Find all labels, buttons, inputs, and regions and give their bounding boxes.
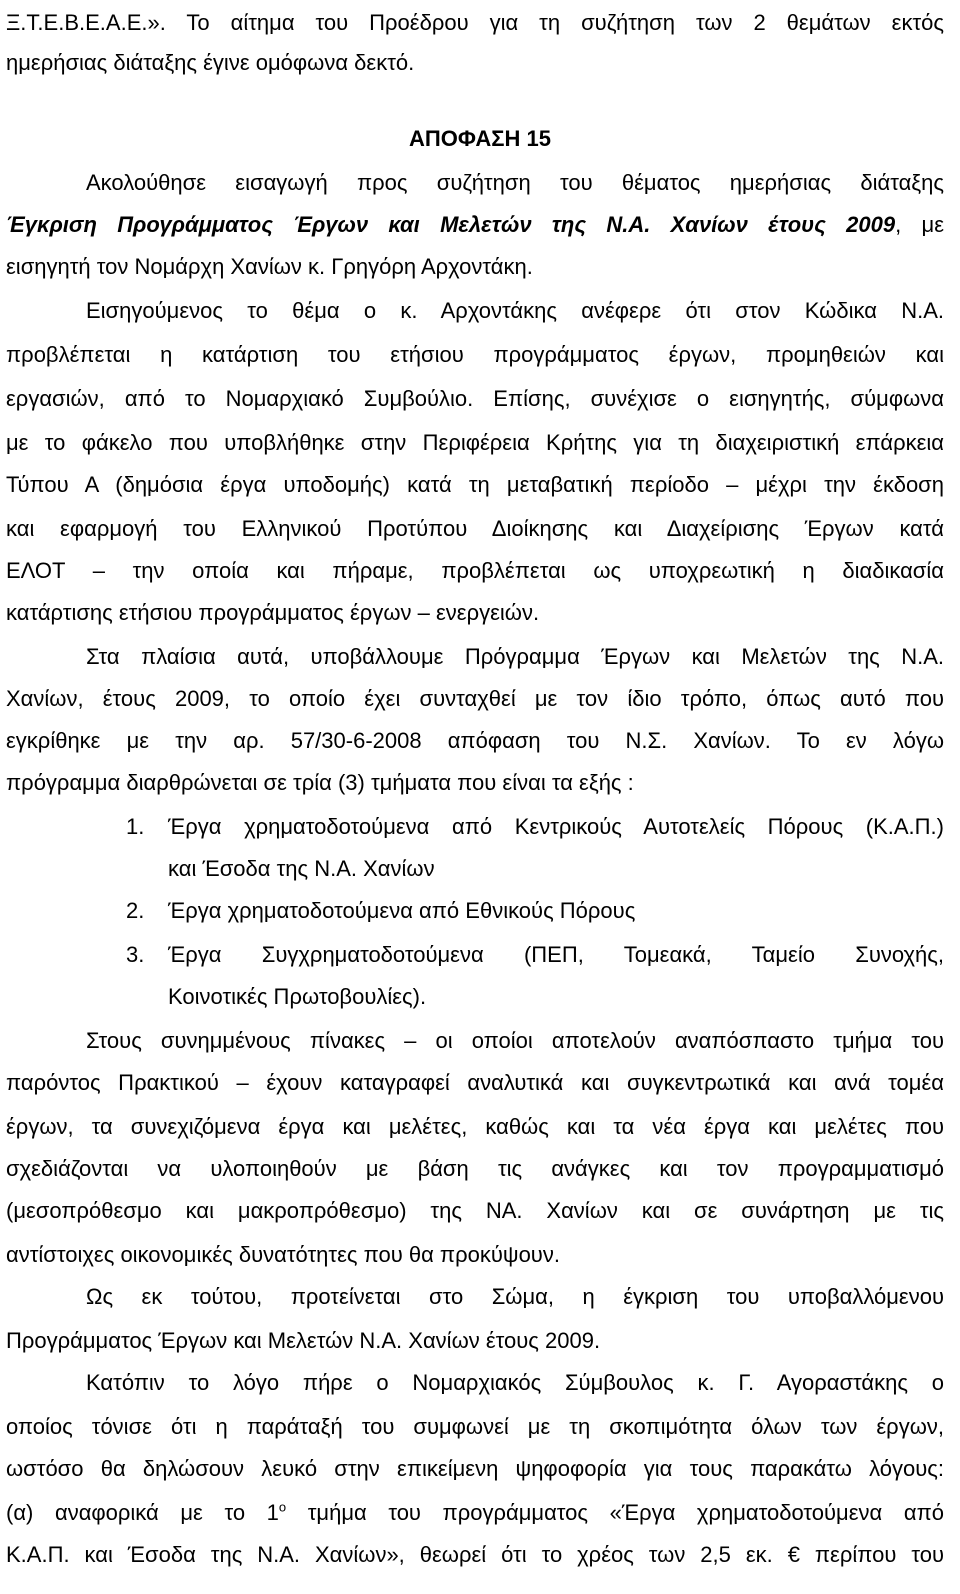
p2-line-4: με το φάκελο που υποβλήθηκε στην Περιφέρεια Κρήτης για τη διαχειριστική επάρκεια [6,430,944,455]
intro-line-1: Ακολούθησε εισαγωγή προς συζήτηση του θέματος ημερήσιας διάταξης [86,170,944,195]
intro-line-2 [6,210,944,240]
intro-line-3: εισηγητή τον Νομάρχη Χανίων κ. Γρηγόρη Αρχοντάκη. [6,254,533,279]
p2-line-5: Τύπου Α (δημόσια έργα υποδομής) κατά τη μεταβατική περίοδο – μέχρι την έκδοση [6,472,944,497]
p5-line-1: Ως εκ τούτου, προτείνεται στο Σώμα, η έγκριση του υποβαλλόμενου [86,1284,944,1309]
p2-line-1: Εισηγούμενος το θέμα ο κ. Αρχοντάκης ανέφερε ότι στον Κώδικα Ν.Α. [86,298,944,323]
p6-line-4-post: τμήμα του προγράμματος «Έργα χρηματοδοτούμενα από [286,1500,944,1525]
p3-line-2: Χανίων, έτους 2009, το οποίο έχει συνταχθεί με τον ίδιο τρόπο, όπως αυτό που [6,686,944,711]
list-item-3-line-2: Κοινοτικές Πρωτοβουλίες). [168,984,427,1009]
p1-line-1: Ξ.Τ.Ε.Β.Ε.Α.Ε.». Το αίτημα του Προέδρου για τη συζήτηση των 2 θεμάτων εκτός [6,10,944,35]
p2-line-6: και εφαρμογή του Ελληνικού Προτύπου Διοίκησης και Διαχείρισης Έργων κατά [6,516,944,541]
p6-line-4 [6,1498,944,1528]
p4-line-5: (μεσοπρόθεσμο και μακροπρόθεσμο) της ΝΑ. Χανίων και σε συνάρτηση με τις [6,1198,944,1223]
p4-line-4: σχεδιάζονται να υλοποιηθούν με βάση τις ανάγκες και τον προγραμματισμό [6,1156,944,1181]
p6-line-2: οποίος τόνισε ότι η παράταξή του συμφωνεί με τη σκοπιμότητα όλων των έργων, [6,1414,944,1439]
decision-heading: ΑΠΟΦΑΣΗ 15 [409,126,551,151]
p2-line-7: ΕΛΟΤ – την οποία και πήραμε, προβλέπεται ως υποχρεωτική η διαδικασία [6,558,944,583]
list-number-1: 1. [126,814,145,839]
list-item-3-line-1: Έργα Συγχρηματοδοτούμενα (ΠΕΠ, Τομεακά, Ταμείο Συνοχής, [168,942,944,967]
p3-line-4: πρόγραμμα διαρθρώνεται σε τρία (3) τμήματα που είναι τα εξής : [6,770,634,795]
p2-line-3: εργασιών, από το Νομαρχιακό Συμβούλιο. Επίσης, συνέχισε ο εισηγητής, σύμφωνα [6,386,944,411]
p6-line-1: Κατόπιν το λόγο πήρε ο Νομαρχιακός Σύμβουλος κ. Γ. Αγοραστάκης ο [86,1370,944,1395]
p3-line-3: εγκρίθηκε με την αρ. 57/30-6-2008 απόφαση του Ν.Σ. Χανίων. Το εν λόγω [6,728,944,753]
list-item-2: Έργα χρηματοδοτούμενα από Εθνικούς Πόρους [168,898,636,923]
p6-line-3: ωστόσο θα δηλώσουν λευκό στην επικείμενη ψηφοφορία για τους παρακάτω λόγους: [6,1456,944,1481]
list-item-1-line-2: και Έσοδα της Ν.Α. Χανίων [168,856,435,881]
p4-line-1: Στους συνημμένους πίνακες – οι οποίοι αποτελούν αναπόσπαστο τμήμα του [86,1028,944,1053]
list-item-1-line-1: Έργα χρηματοδοτούμενα από Κεντρικούς Αυτοτελείς Πόρους (Κ.Α.Π.) [168,814,944,839]
p6-line-4-pre: (α) αναφορικά με το 1 [6,1500,279,1525]
p3-line-1: Στα πλαίσια αυτά, υποβάλλουμε Πρόγραμμα Έργων και Μελετών της Ν.Α. [86,644,944,669]
agenda-item-title: Έγκριση Προγράμματος Έργων και Μελετών της Ν.Α. Χανίων έτους 2009 [6,212,896,237]
p4-line-3: έργων, τα συνεχιζόμενα έργα και μελέτες, καθώς και τα νέα έργα και μελέτες που [6,1114,944,1139]
p6-line-5: Κ.Α.Π. και Έσοδα της Ν.Α. Χανίων», θεωρεί ότι το χρέος των 2,5 εκ. € περίπου του [6,1542,944,1567]
list-number-3: 3. [126,942,145,967]
p5-line-2: Προγράμματος Έργων και Μελετών Ν.Α. Χανίων έτους 2009. [6,1328,601,1353]
p2-line-2: προβλέπεται η κατάρτιση του ετήσιου προγράμματος έργων, προμηθειών και [6,342,944,367]
p4-line-6: αντίστοιχες οικονομικές δυνατότητες που θα προκύψουν. [6,1242,560,1267]
p2-line-8: κατάρτισης ετήσιου προγράμματος έργων – ενεργειών. [6,600,540,625]
list-number-2: 2. [126,898,145,923]
p4-line-2: παρόντος Πρακτικού – έχουν καταγραφεί αναλυτικά και συγκεντρωτικά και ανά τομέα [6,1070,944,1095]
intro-line-2-rest: , με [895,212,944,237]
ordinal-superscript: ο [278,1499,287,1515]
p1-line-2: ημερήσιας διάταξης έγινε ομόφωνα δεκτό. [6,50,415,75]
